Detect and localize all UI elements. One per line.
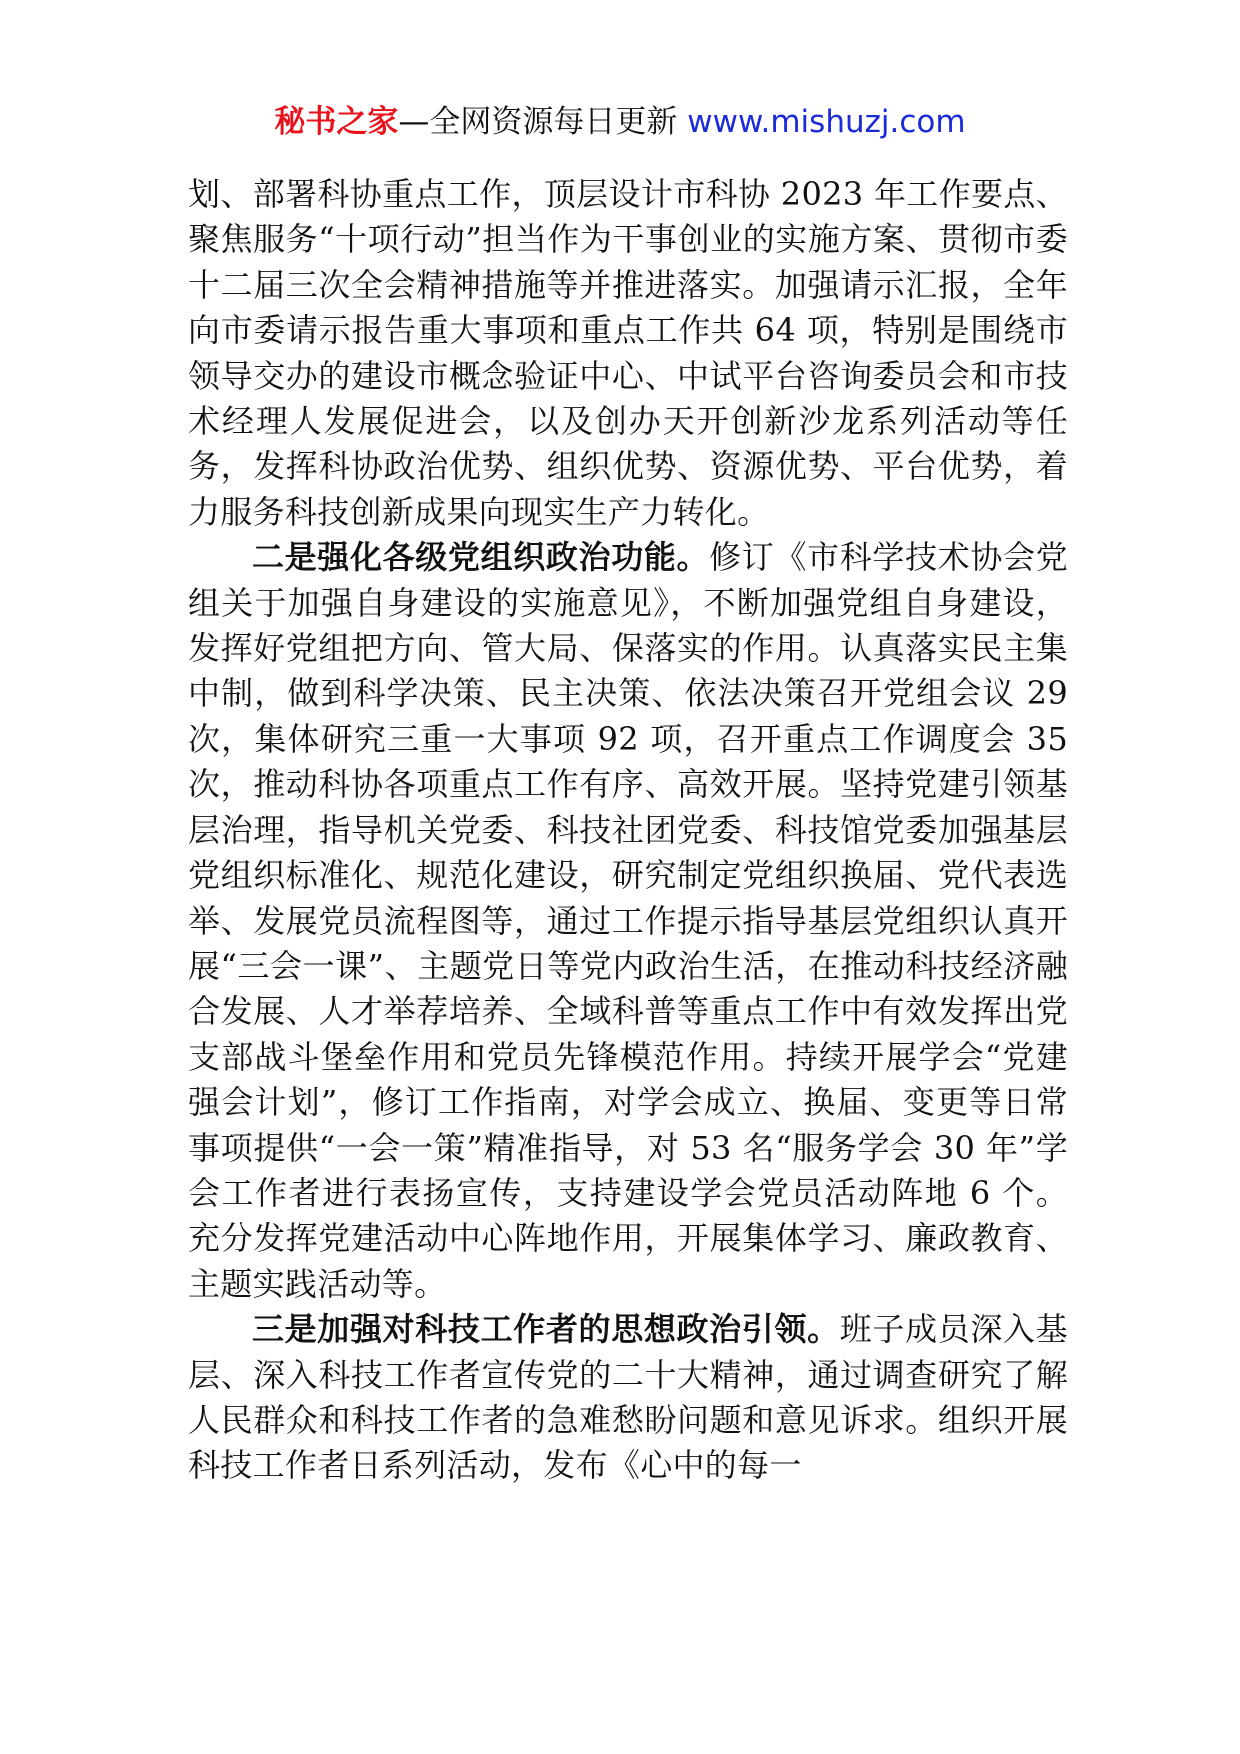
site-url-link[interactable]: www.mishuzj.com <box>687 104 966 140</box>
document-body <box>188 172 1068 1489</box>
paragraph-2-text: 修订《市科学技术协会党组关于加强自身建设的实施意见》，不断加强党组自身建设，发挥好党组把方向、管大局、保落实的作用。认真落实民主集中制，做到科学决策、民主决策、依法决策召开党组会议 29 次，集体研究三重一大事项 92 项，召开重点工作调度会 35 次，推动科协各项重点工作有序、高效开展。坚持党建引领基层治理，指导机关党委、科技社团党委、科技馆党委加强基层党组织标准化、规范化建设，研究制定党组织换届、党代表选举、发展党员流程图等，通过工作提示指导基层党组织认真开展“三会一课”、主题党日等党内政治生活，在推动科技经济融合发展、人才举荐培养、全域科普等重点工作中有效发挥出党支部战斗堡垒作用和党员先锋模范作用。持续开展学会“党建强会计划”，修订工作指南，对学会成立、换届、变更等日常事项提供“一会一策”精准指导，对 53 名“服务学会 30 年”学会工作者进行表扬宣传，支持建设学会党员活动阵地 6 个。充分发挥党建活动中心阵地作用，开展集体学习、廉政教育、主题实践活动等。 <box>188 538 1068 1303</box>
paragraph-1 <box>188 172 1068 535</box>
paragraph-3 <box>188 1307 1068 1489</box>
header-tagline: —全网资源每日更新 <box>398 104 688 140</box>
paragraph-2 <box>188 535 1068 1307</box>
paragraph-3-text: 班子成员深入基层、深入科技工作者宣传党的二十大精神，通过调查研究了解人民群众和科技工作者的急难愁盼问题和意见诉求。组织开展科技工作者日系列活动，发布《心中的每一 <box>188 1310 1068 1485</box>
paragraph-1-text: 划、部署科协重点工作，顶层设计市科协 2023 年工作要点、聚焦服务“十项行动”担当作为干事创业的实施方案、贯彻市委十二届三次全会精神措施等并推进落实。加强请示汇报，全年向市委请示报告重大事项和重点工作共 64 项，特别是围绕市领导交办的建设市概念验证中心、中试平台咨询委员会和市技术经理人发展促进会，以及创办天开创新沙龙系列活动等任务，发挥科协政治优势、组织优势、资源优势、平台优势，着力服务科技创新成果向现实生产力转化。 <box>188 175 1068 531</box>
paragraph-2-lead: 二是强化各级党组织政治功能。 <box>252 538 710 577</box>
site-brand: 秘书之家 <box>274 104 399 140</box>
paragraph-3-lead: 三是加强对科技工作者的思想政治引领。 <box>252 1310 840 1349</box>
site-header <box>0 100 1240 144</box>
